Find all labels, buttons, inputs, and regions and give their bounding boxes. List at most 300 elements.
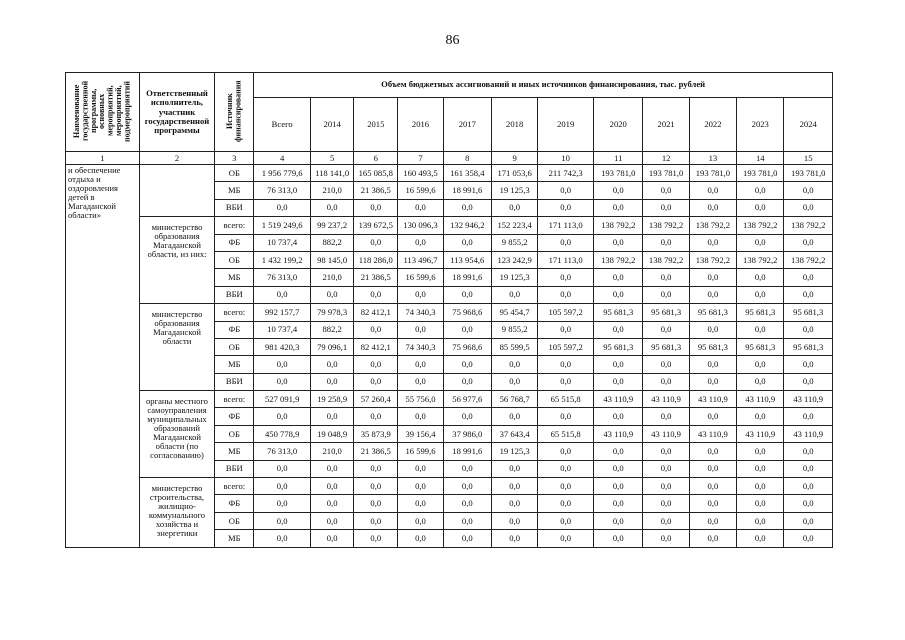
value-cell: 57 260,4 [354, 391, 398, 408]
value-cell: 56 768,7 [492, 391, 538, 408]
value-cell: 138 792,2 [689, 251, 736, 268]
header-executor: Ответственный исполнитель, участник государственной программы [139, 73, 215, 152]
value-cell: 0,0 [737, 356, 784, 373]
column-number: 9 [492, 152, 538, 165]
value-cell: 0,0 [311, 460, 354, 477]
source-cell: ОБ [215, 165, 254, 182]
executor-cell: министерство строительства, жилищно-коммунального хозяйства и энергетики [139, 478, 215, 548]
value-cell: 0,0 [594, 373, 643, 390]
value-cell: 95 681,3 [689, 304, 736, 321]
value-cell: 43 110,9 [784, 391, 833, 408]
value-cell: 211 742,3 [538, 165, 594, 182]
column-number: 3 [215, 152, 254, 165]
value-cell: 0,0 [354, 408, 398, 425]
value-cell: 0,0 [689, 182, 736, 199]
column-number: 1 [66, 152, 140, 165]
value-cell: 95 681,3 [643, 304, 689, 321]
column-number: 14 [737, 152, 784, 165]
value-cell: 95 681,3 [643, 338, 689, 355]
value-cell: 0,0 [643, 269, 689, 286]
value-cell: 0,0 [354, 530, 398, 547]
value-cell: 0,0 [398, 356, 443, 373]
value-cell: 18 991,6 [443, 443, 491, 460]
value-cell: 0,0 [689, 356, 736, 373]
source-cell: ВБИ [215, 199, 254, 216]
value-cell: 0,0 [398, 530, 443, 547]
value-cell: 74 340,3 [398, 304, 443, 321]
value-cell: 138 792,2 [594, 217, 643, 234]
value-cell: 0,0 [643, 373, 689, 390]
column-number: 13 [689, 152, 736, 165]
value-cell: 0,0 [538, 495, 594, 512]
value-cell: 16 599,6 [398, 443, 443, 460]
source-cell: ФБ [215, 234, 254, 251]
value-cell: 0,0 [643, 478, 689, 495]
source-cell: всего: [215, 478, 254, 495]
value-cell: 0,0 [398, 234, 443, 251]
value-cell: 0,0 [784, 512, 833, 529]
value-cell: 0,0 [311, 199, 354, 216]
value-cell: 0,0 [354, 286, 398, 303]
value-cell: 0,0 [784, 286, 833, 303]
header-year: 2024 [784, 97, 833, 151]
value-cell: 0,0 [594, 234, 643, 251]
value-cell: 0,0 [492, 356, 538, 373]
value-cell: 0,0 [689, 512, 736, 529]
value-cell: 43 110,9 [594, 425, 643, 442]
value-cell: 0,0 [784, 234, 833, 251]
value-cell: 74 340,3 [398, 338, 443, 355]
value-cell: 882,2 [311, 321, 354, 338]
value-cell: 82 412,1 [354, 304, 398, 321]
value-cell: 21 386,5 [354, 182, 398, 199]
value-cell: 75 968,6 [443, 338, 491, 355]
value-cell: 193 781,0 [737, 165, 784, 182]
source-cell: МБ [215, 356, 254, 373]
value-cell: 76 313,0 [254, 269, 311, 286]
value-cell: 21 386,5 [354, 269, 398, 286]
source-cell: ФБ [215, 495, 254, 512]
value-cell: 0,0 [254, 460, 311, 477]
value-cell: 981 420,3 [254, 338, 311, 355]
value-cell: 0,0 [492, 460, 538, 477]
value-cell: 0,0 [737, 530, 784, 547]
header-year: 2014 [311, 97, 354, 151]
source-cell: ФБ [215, 408, 254, 425]
executor-cell: министерство образования Магаданской области [139, 304, 215, 391]
value-cell: 113 496,7 [398, 251, 443, 268]
value-cell: 0,0 [643, 512, 689, 529]
value-cell: 138 792,2 [689, 217, 736, 234]
value-cell: 0,0 [492, 408, 538, 425]
value-cell: 0,0 [398, 512, 443, 529]
value-cell: 0,0 [784, 495, 833, 512]
value-cell: 193 781,0 [643, 165, 689, 182]
header-year: 2020 [594, 97, 643, 151]
value-cell: 0,0 [784, 199, 833, 216]
value-cell: 138 792,2 [643, 217, 689, 234]
value-cell: 0,0 [594, 182, 643, 199]
value-cell: 56 977,6 [443, 391, 491, 408]
value-cell: 160 493,5 [398, 165, 443, 182]
value-cell: 0,0 [784, 321, 833, 338]
value-cell: 0,0 [443, 478, 491, 495]
value-cell: 193 781,0 [594, 165, 643, 182]
value-cell: 0,0 [538, 460, 594, 477]
value-cell: 0,0 [254, 286, 311, 303]
value-cell: 0,0 [398, 286, 443, 303]
source-cell: всего: [215, 304, 254, 321]
source-cell: всего: [215, 391, 254, 408]
source-cell: ОБ [215, 338, 254, 355]
value-cell: 95 681,3 [737, 338, 784, 355]
value-cell: 0,0 [784, 182, 833, 199]
column-number: 12 [643, 152, 689, 165]
value-cell: 35 873,9 [354, 425, 398, 442]
value-cell: 882,2 [311, 234, 354, 251]
value-cell: 95 681,3 [594, 304, 643, 321]
header-total: Всего [254, 97, 311, 151]
value-cell: 139 672,5 [354, 217, 398, 234]
source-cell: МБ [215, 269, 254, 286]
value-cell: 43 110,9 [689, 391, 736, 408]
value-cell: 527 091,9 [254, 391, 311, 408]
header-group: Объем бюджетных ассигнований и иных источников финансирования, тыс. рублей [254, 73, 833, 98]
value-cell: 0,0 [594, 478, 643, 495]
value-cell: 0,0 [254, 408, 311, 425]
value-cell: 0,0 [398, 478, 443, 495]
value-cell: 161 358,4 [443, 165, 491, 182]
source-cell: ОБ [215, 512, 254, 529]
value-cell: 0,0 [689, 286, 736, 303]
value-cell: 138 792,2 [737, 217, 784, 234]
value-cell: 0,0 [538, 443, 594, 460]
value-cell: 0,0 [443, 356, 491, 373]
value-cell: 138 792,2 [737, 251, 784, 268]
value-cell: 0,0 [737, 373, 784, 390]
header-year: 2017 [443, 97, 491, 151]
value-cell: 0,0 [254, 530, 311, 547]
value-cell: 0,0 [689, 408, 736, 425]
value-cell: 0,0 [254, 478, 311, 495]
value-cell: 85 599,5 [492, 338, 538, 355]
value-cell: 0,0 [594, 269, 643, 286]
value-cell: 450 778,9 [254, 425, 311, 442]
value-cell: 0,0 [354, 460, 398, 477]
page-number: 86 [445, 33, 460, 48]
program-name-cell: и обеспечение отдыха и оздоровления детей в Магаданской области» [66, 165, 140, 548]
value-cell: 43 110,9 [643, 391, 689, 408]
value-cell: 0,0 [594, 356, 643, 373]
value-cell: 43 110,9 [594, 391, 643, 408]
header-year: 2021 [643, 97, 689, 151]
value-cell: 82 412,1 [354, 338, 398, 355]
value-cell: 0,0 [254, 356, 311, 373]
value-cell: 0,0 [689, 478, 736, 495]
value-cell: 165 085,8 [354, 165, 398, 182]
column-number: 11 [594, 152, 643, 165]
value-cell: 95 681,3 [594, 338, 643, 355]
value-cell: 0,0 [689, 269, 736, 286]
value-cell: 43 110,9 [737, 425, 784, 442]
column-number: 7 [398, 152, 443, 165]
value-cell: 0,0 [784, 373, 833, 390]
value-cell: 132 946,2 [443, 217, 491, 234]
value-cell: 0,0 [737, 234, 784, 251]
value-cell: 10 737,4 [254, 234, 311, 251]
value-cell: 10 737,4 [254, 321, 311, 338]
value-cell: 0,0 [538, 408, 594, 425]
header-year: 2015 [354, 97, 398, 151]
value-cell: 0,0 [737, 199, 784, 216]
header-year: 2019 [538, 97, 594, 151]
value-cell: 171 053,6 [492, 165, 538, 182]
value-cell: 118 286,0 [354, 251, 398, 268]
value-cell: 0,0 [443, 234, 491, 251]
value-cell: 0,0 [354, 373, 398, 390]
source-cell: ВБИ [215, 460, 254, 477]
header-year: 2018 [492, 97, 538, 151]
value-cell: 193 781,0 [689, 165, 736, 182]
executor-cell: министерство образования Магаданской области, из них: [139, 217, 215, 304]
value-cell: 138 792,2 [643, 251, 689, 268]
value-cell: 0,0 [538, 373, 594, 390]
value-cell: 123 242,9 [492, 251, 538, 268]
value-cell: 0,0 [737, 321, 784, 338]
value-cell: 0,0 [443, 530, 491, 547]
value-cell: 0,0 [737, 408, 784, 425]
table-row [66, 304, 833, 321]
value-cell: 0,0 [538, 199, 594, 216]
source-cell: МБ [215, 182, 254, 199]
value-cell: 65 515,8 [538, 425, 594, 442]
value-cell: 0,0 [594, 512, 643, 529]
value-cell: 0,0 [254, 512, 311, 529]
value-cell: 0,0 [492, 286, 538, 303]
value-cell: 193 781,0 [784, 165, 833, 182]
value-cell: 0,0 [737, 495, 784, 512]
value-cell: 0,0 [492, 495, 538, 512]
value-cell: 0,0 [354, 199, 398, 216]
value-cell: 0,0 [737, 269, 784, 286]
table-row [66, 478, 833, 495]
value-cell: 18 991,6 [443, 269, 491, 286]
value-cell: 0,0 [311, 512, 354, 529]
value-cell: 0,0 [311, 356, 354, 373]
value-cell: 118 141,0 [311, 165, 354, 182]
value-cell: 16 599,6 [398, 182, 443, 199]
value-cell: 0,0 [737, 460, 784, 477]
value-cell: 0,0 [354, 478, 398, 495]
value-cell: 0,0 [311, 373, 354, 390]
value-cell: 0,0 [538, 512, 594, 529]
value-cell: 0,0 [443, 512, 491, 529]
value-cell: 0,0 [643, 182, 689, 199]
source-cell: ВБИ [215, 373, 254, 390]
value-cell: 113 954,6 [443, 251, 491, 268]
value-cell: 0,0 [643, 321, 689, 338]
table-row [66, 391, 833, 408]
value-cell: 19 125,3 [492, 269, 538, 286]
value-cell: 130 096,3 [398, 217, 443, 234]
value-cell: 9 855,2 [492, 234, 538, 251]
value-cell: 0,0 [784, 269, 833, 286]
value-cell: 0,0 [643, 199, 689, 216]
value-cell: 138 792,2 [784, 217, 833, 234]
value-cell: 0,0 [689, 460, 736, 477]
value-cell: 76 313,0 [254, 443, 311, 460]
value-cell: 0,0 [689, 234, 736, 251]
value-cell: 0,0 [594, 199, 643, 216]
value-cell: 0,0 [784, 460, 833, 477]
value-cell: 55 756,0 [398, 391, 443, 408]
value-cell: 0,0 [443, 495, 491, 512]
value-cell: 43 110,9 [737, 391, 784, 408]
header-year: 2016 [398, 97, 443, 151]
source-cell: ОБ [215, 251, 254, 268]
value-cell: 0,0 [398, 199, 443, 216]
value-cell: 95 454,7 [492, 304, 538, 321]
value-cell: 0,0 [538, 356, 594, 373]
value-cell: 0,0 [354, 495, 398, 512]
header-year: 2023 [737, 97, 784, 151]
value-cell: 0,0 [398, 408, 443, 425]
value-cell: 1 519 249,6 [254, 217, 311, 234]
value-cell: 0,0 [594, 286, 643, 303]
value-cell: 0,0 [784, 530, 833, 547]
value-cell: 0,0 [398, 321, 443, 338]
value-cell: 79 978,3 [311, 304, 354, 321]
value-cell: 171 113,0 [538, 251, 594, 268]
source-cell: МБ [215, 443, 254, 460]
value-cell: 0,0 [254, 373, 311, 390]
value-cell: 0,0 [398, 460, 443, 477]
value-cell: 0,0 [643, 408, 689, 425]
value-cell: 0,0 [354, 512, 398, 529]
value-cell: 0,0 [398, 495, 443, 512]
value-cell: 171 113,0 [538, 217, 594, 234]
financing-table [65, 72, 833, 548]
table-row [66, 217, 833, 234]
value-cell: 75 968,6 [443, 304, 491, 321]
value-cell: 76 313,0 [254, 182, 311, 199]
value-cell: 0,0 [737, 443, 784, 460]
value-cell: 0,0 [538, 182, 594, 199]
value-cell: 0,0 [354, 234, 398, 251]
value-cell: 0,0 [354, 356, 398, 373]
value-cell: 19 258,9 [311, 391, 354, 408]
value-cell: 21 386,5 [354, 443, 398, 460]
value-cell: 105 597,2 [538, 304, 594, 321]
value-cell: 0,0 [311, 495, 354, 512]
value-cell: 0,0 [737, 182, 784, 199]
value-cell: 0,0 [689, 373, 736, 390]
value-cell: 1 432 199,2 [254, 251, 311, 268]
value-cell: 0,0 [689, 199, 736, 216]
column-number: 5 [311, 152, 354, 165]
value-cell: 18 991,6 [443, 182, 491, 199]
value-cell: 37 643,4 [492, 425, 538, 442]
value-cell: 0,0 [594, 321, 643, 338]
value-cell: 0,0 [311, 530, 354, 547]
value-cell: 9 855,2 [492, 321, 538, 338]
source-cell: ВБИ [215, 286, 254, 303]
value-cell: 992 157,7 [254, 304, 311, 321]
value-cell: 0,0 [689, 321, 736, 338]
value-cell: 16 599,6 [398, 269, 443, 286]
value-cell: 0,0 [643, 530, 689, 547]
value-cell: 0,0 [643, 443, 689, 460]
value-cell: 0,0 [311, 286, 354, 303]
value-cell: 0,0 [594, 495, 643, 512]
value-cell: 0,0 [538, 269, 594, 286]
value-cell: 0,0 [492, 199, 538, 216]
column-number: 10 [538, 152, 594, 165]
value-cell: 0,0 [443, 373, 491, 390]
value-cell: 1 956 779,6 [254, 165, 311, 182]
value-cell: 0,0 [643, 460, 689, 477]
header-program: Наименование государственной программы, основных мероприятий, мероприятий, подмероприятий [66, 73, 140, 152]
value-cell: 0,0 [492, 512, 538, 529]
value-cell: 43 110,9 [689, 425, 736, 442]
source-cell: ОБ [215, 425, 254, 442]
column-number: 8 [443, 152, 491, 165]
value-cell: 0,0 [594, 530, 643, 547]
value-cell: 0,0 [538, 286, 594, 303]
value-cell: 0,0 [784, 443, 833, 460]
value-cell: 0,0 [643, 495, 689, 512]
value-cell: 0,0 [737, 286, 784, 303]
executor-cell: органы местного самоуправления муниципальных образований Магаданской области (по согласованию) [139, 391, 215, 478]
value-cell: 0,0 [443, 408, 491, 425]
value-cell: 0,0 [443, 199, 491, 216]
value-cell: 0,0 [443, 460, 491, 477]
value-cell: 138 792,2 [784, 251, 833, 268]
value-cell: 0,0 [643, 356, 689, 373]
value-cell: 79 096,1 [311, 338, 354, 355]
value-cell: 99 237,2 [311, 217, 354, 234]
value-cell: 19 125,3 [492, 443, 538, 460]
value-cell: 210,0 [311, 269, 354, 286]
source-cell: всего: [215, 217, 254, 234]
value-cell: 0,0 [737, 512, 784, 529]
value-cell: 0,0 [784, 408, 833, 425]
value-cell: 0,0 [538, 530, 594, 547]
value-cell: 0,0 [784, 478, 833, 495]
value-cell: 0,0 [689, 443, 736, 460]
value-cell: 43 110,9 [784, 425, 833, 442]
source-cell: МБ [215, 530, 254, 547]
value-cell: 0,0 [784, 356, 833, 373]
value-cell: 19 125,3 [492, 182, 538, 199]
value-cell: 95 681,3 [784, 304, 833, 321]
value-cell: 0,0 [538, 234, 594, 251]
value-cell: 65 515,8 [538, 391, 594, 408]
value-cell: 0,0 [492, 373, 538, 390]
value-cell: 0,0 [354, 321, 398, 338]
value-cell: 95 681,3 [737, 304, 784, 321]
executor-cell [139, 165, 215, 217]
value-cell: 0,0 [443, 321, 491, 338]
value-cell: 0,0 [254, 199, 311, 216]
value-cell: 0,0 [594, 408, 643, 425]
value-cell: 105 597,2 [538, 338, 594, 355]
value-cell: 95 681,3 [689, 338, 736, 355]
value-cell: 95 681,3 [784, 338, 833, 355]
column-number: 15 [784, 152, 833, 165]
value-cell: 43 110,9 [643, 425, 689, 442]
value-cell: 98 145,0 [311, 251, 354, 268]
